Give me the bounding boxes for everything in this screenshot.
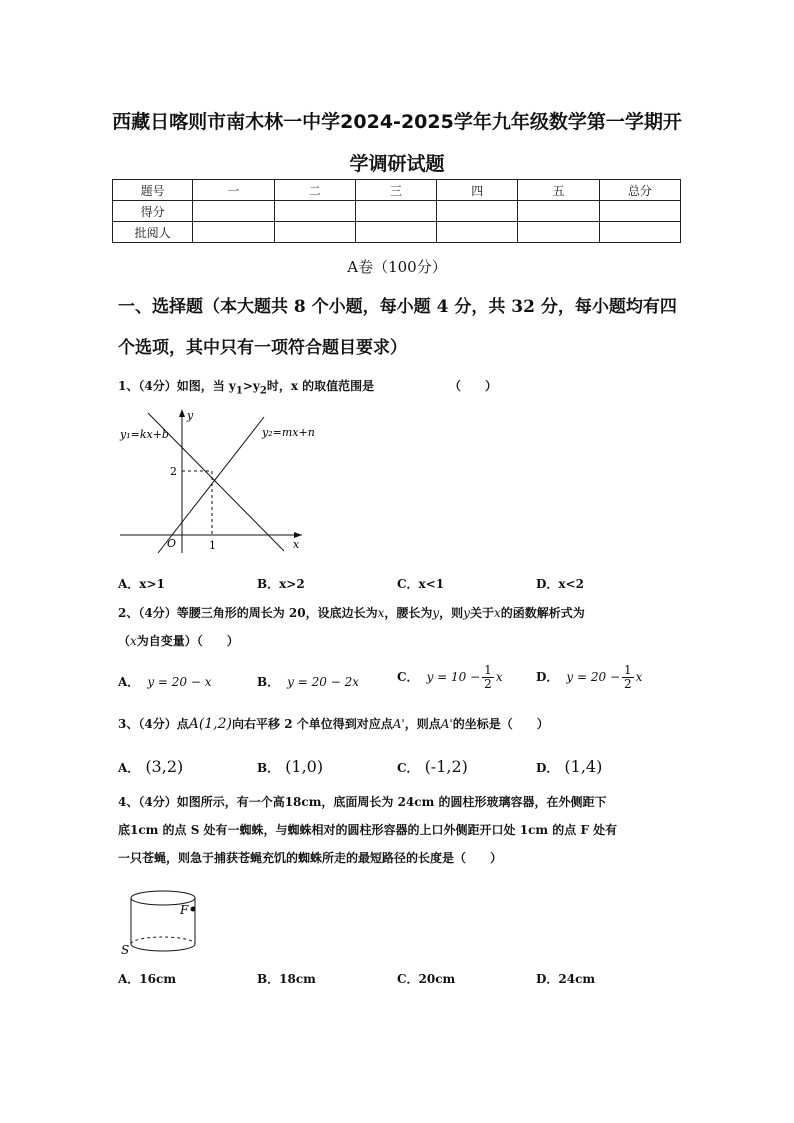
option-expr: y = 20 − 2x — [287, 675, 359, 689]
q1-subscript: 2 — [259, 385, 267, 397]
label-s: S — [121, 943, 130, 956]
q4-line: 一只苍蝇，则急于捕获苍蝇充饥的蜘蛛所走的最短路径的长度是（ ） — [118, 851, 503, 865]
score-cell — [274, 222, 355, 243]
fraction-numerator: 1 — [484, 663, 492, 677]
y-tick-label: 2 — [170, 465, 177, 478]
q1-option-d[interactable]: D．x<2 — [536, 577, 584, 591]
cylinder-bottom-front — [131, 944, 195, 951]
q4-line: 底1cm 的点 S 处有一蜘蛛，与蜘蛛相对的圆柱形容器的上口外侧距开口处 1cm 的点 F 处有 — [118, 823, 618, 837]
q2-var: x — [377, 606, 385, 620]
score-table — [112, 179, 681, 243]
option-label: B． — [257, 761, 280, 775]
q2-option-a[interactable] — [118, 673, 212, 690]
q3-option-a[interactable] — [118, 757, 183, 776]
q4-option-c[interactable]: C．20cm — [397, 972, 456, 986]
q2-stem-part: 为自变量）（ ） — [136, 634, 239, 648]
line-y1-label: y₁=kx+b — [120, 428, 169, 441]
q2-stem-part: 的函数解析式为 — [500, 606, 585, 620]
q1-graph — [112, 405, 322, 555]
question-1-stem — [118, 377, 374, 396]
line-y2-label: y₂=mx+n — [262, 426, 315, 439]
question-2-stem — [118, 599, 683, 655]
label-f: F — [180, 903, 189, 917]
q2-stem-part: ，则 — [439, 606, 464, 620]
option-expr: x — [495, 670, 503, 684]
q2-stem-part: （ — [118, 634, 131, 648]
q1-option-b[interactable]: B．x>2 — [257, 577, 305, 591]
exam-title-line2: 学调研试题 — [349, 153, 445, 175]
option-label: C． — [397, 761, 419, 775]
q1-subscript: 1 — [235, 385, 243, 397]
q1-stem-part: >y — [242, 379, 260, 393]
line-y2 — [158, 417, 264, 553]
score-cell — [193, 201, 274, 222]
q2-stem-part: 2、（4分）等腰三角形的周长为 20，设底边长为 — [118, 606, 378, 620]
option-label: A． — [118, 675, 140, 689]
question-3-stem — [118, 715, 549, 732]
option-expr: y = 20 − x — [147, 675, 212, 689]
q2-stem-part: 关于 — [469, 606, 494, 620]
q3-option-c[interactable] — [397, 757, 468, 776]
score-table-row — [113, 201, 681, 222]
option-expr: y = 10 − — [426, 670, 481, 684]
y-axis-label: y — [187, 409, 194, 422]
option-label: B． — [257, 675, 280, 689]
q4-option-d[interactable]: D．24cm — [536, 972, 596, 986]
option-label: D． — [536, 761, 559, 775]
question-4-stem — [118, 788, 688, 872]
score-cell: 四 — [437, 180, 518, 201]
fraction-denominator: 2 — [484, 677, 492, 691]
q2-option-c[interactable] — [397, 664, 503, 691]
score-cell: 二 — [274, 180, 355, 201]
score-cell: 总分 — [599, 180, 680, 201]
score-cell — [518, 201, 599, 222]
q4-option-a[interactable]: A．16cm — [118, 972, 177, 986]
exam-title-line1: 西藏日喀则市南木林一中学2024-2025学年九年级数学第一学期开 — [112, 111, 682, 133]
option-expr: (1,4) — [564, 757, 603, 776]
volume-label: A卷（100分） — [347, 258, 447, 276]
score-cell: 三 — [355, 180, 436, 201]
option-expr: (1,0) — [285, 757, 324, 776]
q2-var: y — [463, 606, 470, 620]
score-cell — [599, 222, 680, 243]
q1-stem-part: 时，x 的取值范围是 — [266, 379, 375, 393]
score-cell: 批阅人 — [113, 222, 193, 243]
option-expr: y = 20 − — [566, 670, 621, 684]
score-cell — [437, 201, 518, 222]
q2-var: x — [493, 606, 501, 620]
q3-option-d[interactable] — [536, 757, 602, 776]
q1-stem-part: 1、（4分）如图，当 y — [118, 379, 236, 393]
option-label: C． — [397, 670, 419, 684]
q3-option-b[interactable] — [257, 757, 323, 776]
q2-stem-part: ，腰长为 — [384, 606, 433, 620]
score-cell — [437, 222, 518, 243]
score-cell — [518, 222, 599, 243]
q3-point: A' — [440, 717, 453, 731]
origin-label: O — [167, 537, 177, 550]
x-axis-label: x — [293, 538, 300, 551]
q2-var: y — [432, 606, 440, 620]
score-cell: 五 — [518, 180, 599, 201]
score-cell — [599, 201, 680, 222]
cylinder-bottom-back — [131, 937, 195, 944]
score-table-row — [113, 222, 681, 243]
option-label: A． — [118, 761, 140, 775]
q3-point: A' — [392, 717, 405, 731]
q3-stem-part: ，则点 — [404, 717, 441, 731]
score-cell: 题号 — [113, 180, 193, 201]
option-label: D． — [536, 670, 559, 684]
x-tick-label: 1 — [209, 539, 216, 552]
score-table-header-row — [113, 180, 681, 201]
q1-option-a[interactable]: A．x>1 — [118, 577, 165, 591]
score-cell: 得分 — [113, 201, 193, 222]
score-cell — [355, 201, 436, 222]
score-cell — [193, 222, 274, 243]
q4-line: 4、（4分）如图所示，有一个高18cm，底面周长为 24cm 的圆柱形玻璃容器，在外侧距下 — [118, 795, 607, 809]
q2-option-b[interactable] — [257, 673, 359, 690]
q3-stem-part: 3、（4分）点 — [118, 717, 189, 731]
fraction — [482, 664, 494, 691]
fraction-denominator: 2 — [624, 677, 632, 691]
q4-cylinder-figure — [118, 886, 208, 956]
score-cell: 一 — [193, 180, 274, 201]
score-cell — [355, 222, 436, 243]
y-axis-arrow-icon — [179, 409, 185, 417]
q1-option-c[interactable]: C．x<1 — [397, 577, 445, 591]
point-f-dot — [191, 907, 196, 912]
q3-stem-part: 的坐标是（ ） — [452, 717, 549, 731]
q3-stem-part: 向右平移 2 个单位得到对应点 — [232, 717, 393, 731]
score-cell — [274, 201, 355, 222]
fraction-numerator: 1 — [624, 663, 632, 677]
q4-option-b[interactable]: B．18cm — [257, 972, 316, 986]
option-expr: (3,2) — [145, 757, 184, 776]
section-heading: 一、选择题（本大题共 8 个小题，每小题 4 分，共 32 分，每小题均有四个选项，其中只有一项符合题目要求） — [118, 297, 677, 358]
fraction — [622, 664, 634, 691]
option-expr: (-1,2) — [424, 757, 468, 776]
q2-var: x — [130, 634, 137, 648]
q3-point: A(1,2) — [188, 716, 233, 732]
q2-option-d[interactable] — [536, 664, 642, 691]
option-expr: x — [635, 670, 643, 684]
q1-answer-blank: （ ） — [449, 379, 498, 393]
